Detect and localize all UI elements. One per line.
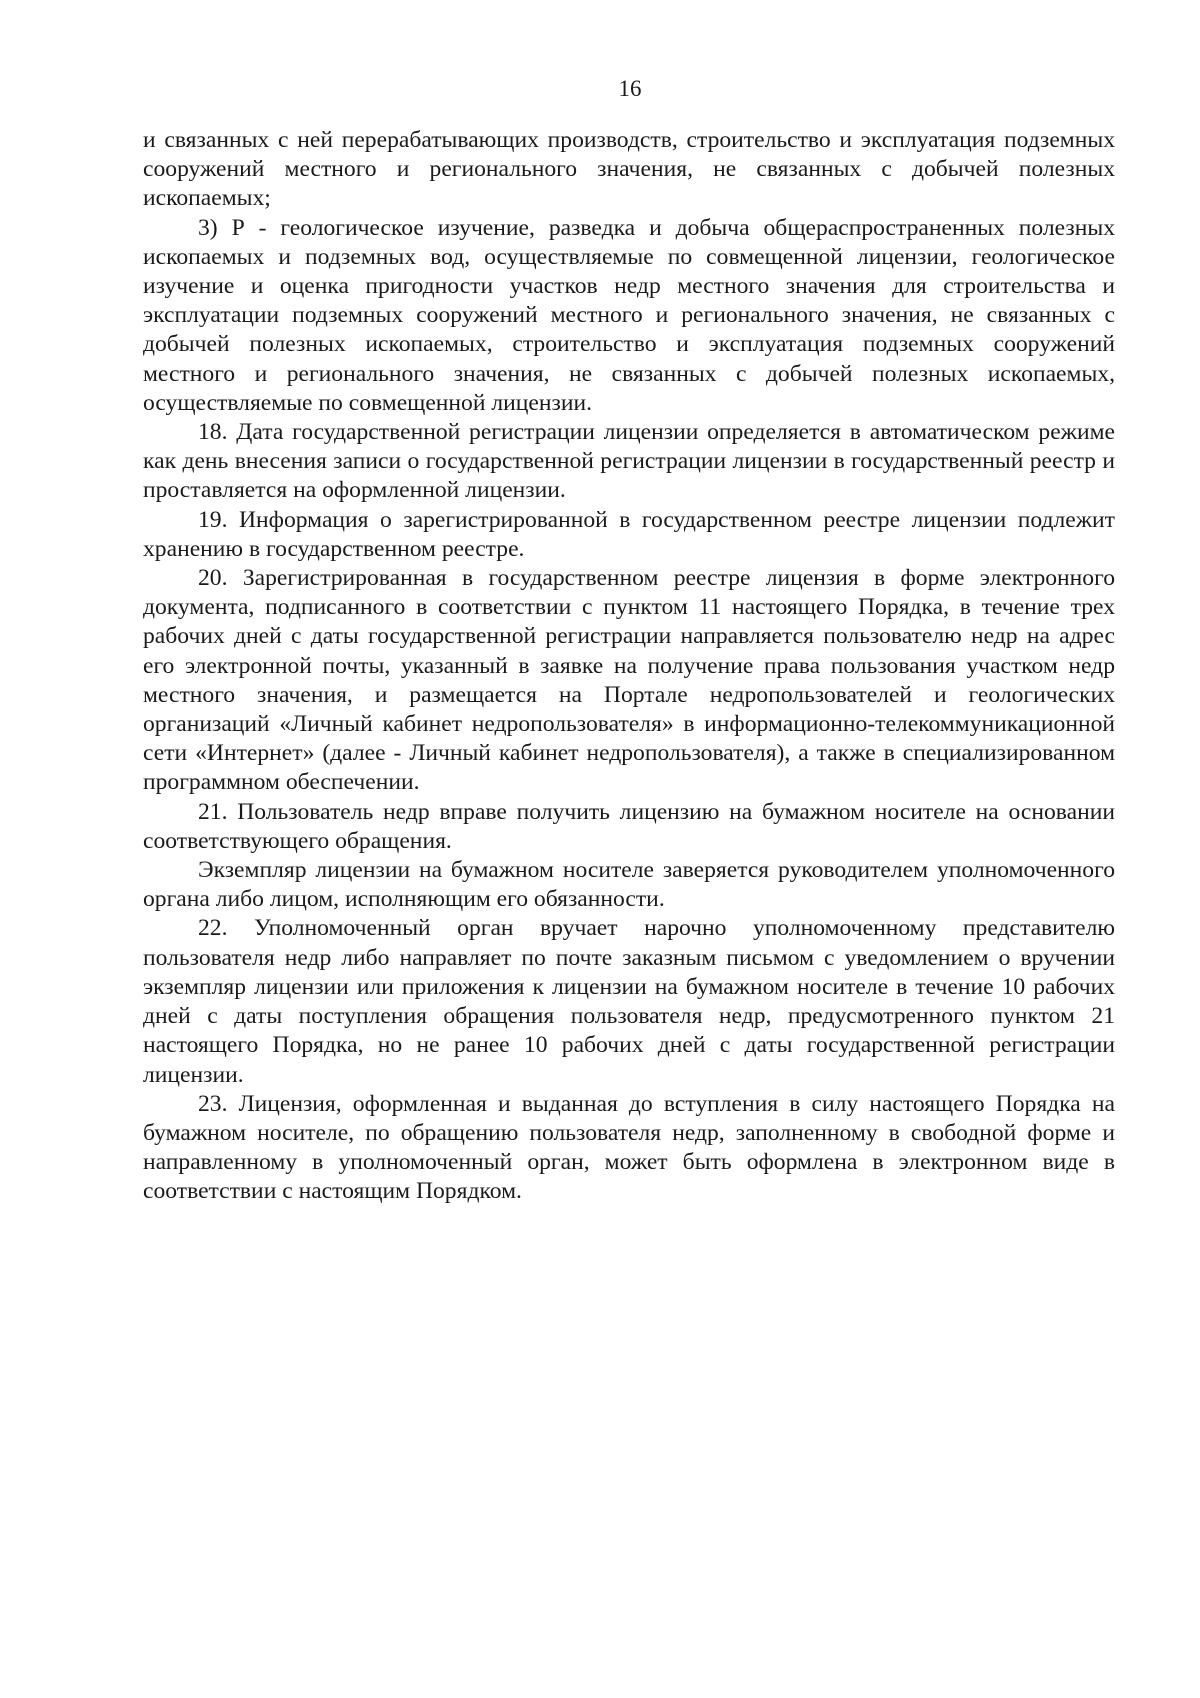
paragraph-21: 21. Пользователь недр вправе получить лицензию на бумажном носителе на основании соответствующего обращения. [143,798,1115,854]
paragraph-22: 22. Уполномоченный орган вручает нарочно уполномоченному представителю пользователя недр либо направляет по почте заказным письмом с уведомлением о вручении экземпляр лицензии или приложения к лицензии на бумажном носителе в течение 10 рабочих дней с даты поступления обращения пользователя недр, предусмотренного пунктом 21 настоящего Порядка, но не ранее 10 рабочих дней с даты государственной регистрации лицензии. [143,915,1115,1088]
paragraph-item-3-r: 3) Р - геологическое изучение, разведка и добыча общераспространенных полезных ископаемых и подземных вод, осуществляемые по совмещенной лицензии, геологическое изучение и оценка пригодности участков недр местного значения для строительства и эксплуатации подземных сооружений местного и регионального значения, не связанных с добычей полезных ископаемых, строительство и эксплуатация подземных сооружений местного и регионального значения, не связанных с добычей полезных ископаемых, осуществляемые по совмещенной лицензии. [143,214,1115,416]
paragraph-21-copy-certification: Экземпляр лицензии на бумажном носителе заверяется руководителем уполномоченного органа либо лицом, исполняющим его обязанности. [143,857,1115,913]
paragraph-18: 18. Дата государственной регистрации лицензии определяется в автоматическом режиме как день внесения записи о государственной регистрации лицензии в государственный реестр и проставляется на оформленной лицензии. [143,419,1115,504]
paragraph-19: 19. Информация о зарегистрированной в государственном реестре лицензии подлежит хранению в государственном реестре. [143,506,1115,562]
document-body [143,126,1115,1207]
paragraph-continuation: и связанных с ней перерабатывающих производств, строительство и эксплуатация подземных сооружений местного и регионального значения, не связанных с добычей полезных ископаемых; [143,127,1115,212]
paragraph-20: 20. Зарегистрированная в государственном реестре лицензия в форме электронного документа, подписанного в соответствии с пунктом 11 настоящего Порядка, в течение трех рабочих дней с даты государственной регистрации направляется пользователю недр на адрес его электронной почты, указанный в заявке на получение права пользования участком недр местного значения, и размещается на Портале недропользователей и геологических организаций «Личный кабинет недропользователя» в информационно-телекоммуникационной сети «Интернет» (далее - Личный кабинет недропользователя), а также в специализированном программном обеспечении. [143,565,1115,796]
paragraph-23: 23. Лицензия, оформленная и выданная до вступления в силу настоящего Порядка на бумажном носителе, по обращению пользователя недр, заполненному в свободной форме и направленному в уполномоченный орган, может быть оформлена в электронном виде в соответствии с настоящим Порядком. [143,1090,1115,1205]
page-number: 16 [618,76,642,101]
